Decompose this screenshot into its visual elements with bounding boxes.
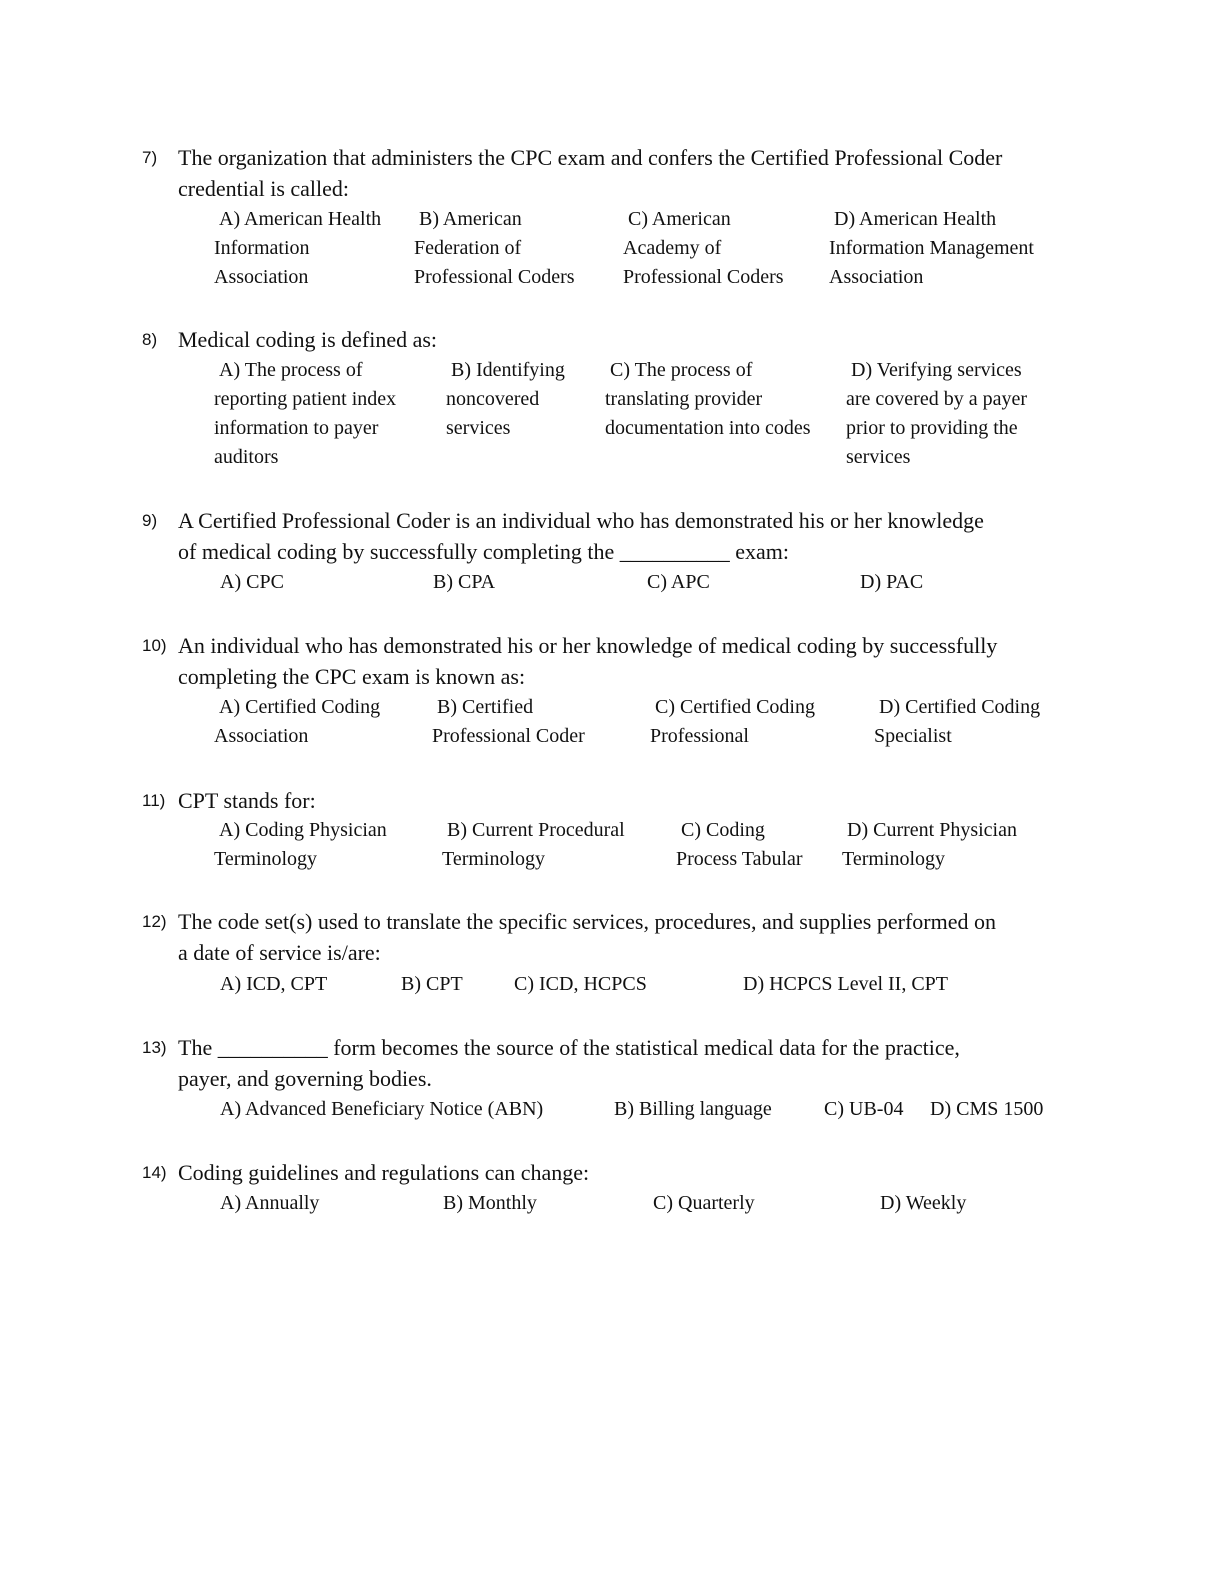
- question-stem: An individual who has demonstrated his or her knowledge of medical coding by successfully completing the CPC exam is known as:: [178, 633, 998, 689]
- option-b: B) Current Procedural Terminology: [442, 819, 625, 870]
- option-d: D) HCPCS Level II, CPT: [743, 973, 948, 995]
- option-a: A) Advanced Beneficiary Notice (ABN): [220, 1098, 544, 1120]
- option-a: A) Coding Physician Terminology: [214, 819, 387, 870]
- option-c: C) ICD, HCPCS: [514, 973, 647, 995]
- question-number: 8): [142, 330, 158, 349]
- option-c: C) Certified Coding Professional: [650, 696, 815, 747]
- option-b: B) Identifying noncovered services: [446, 359, 565, 439]
- option-c: C) American Academy of Professional Coders: [623, 208, 784, 288]
- option-b: B) Monthly: [443, 1192, 537, 1214]
- option-c: C) The process of translating provider documentation into codes: [605, 359, 811, 439]
- question-number: 10): [142, 636, 167, 655]
- question-number: 9): [142, 511, 158, 530]
- option-c: C) UB-04: [824, 1098, 904, 1120]
- option-b: B) American Federation of Professional Coders: [414, 208, 575, 288]
- question-number: 11): [142, 791, 166, 810]
- question-stem: The __________ form becomes the source of the statistical medical data for the practice, payer, and governing bodies.: [178, 1035, 960, 1091]
- option-b: B) CPA: [433, 571, 496, 593]
- question-stem: CPT stands for:: [178, 788, 316, 813]
- question-stem: A Certified Professional Coder is an individual who has demonstrated his or her knowledge of medical coding by successfully completing the __________ exam:: [178, 508, 984, 564]
- question-number: 7): [142, 148, 158, 167]
- option-b: B) Certified Professional Coder: [432, 696, 585, 747]
- option-d: D) PAC: [860, 571, 924, 593]
- question-number: 12): [142, 912, 167, 931]
- option-a: A) American Health Information Association: [214, 208, 382, 288]
- option-d: D) Certified Coding Specialist: [874, 696, 1041, 747]
- option-a: A) Certified Coding Association: [214, 696, 381, 747]
- option-d: D) Current Physician Terminology: [842, 819, 1017, 870]
- option-d: D) Verifying services are covered by a payer prior to providing the services: [846, 359, 1027, 468]
- option-a: A) Annually: [220, 1192, 320, 1214]
- question-stem: The code set(s) used to translate the specific services, procedures, and supplies performed on a date of service is/are:: [178, 909, 996, 965]
- option-d: D) Weekly: [880, 1192, 967, 1214]
- question-number: 13): [142, 1038, 167, 1057]
- option-a: A) CPC: [220, 571, 284, 593]
- option-a: A) ICD, CPT: [220, 973, 328, 995]
- question-stem: The organization that administers the CPC exam and confers the Certified Professional Coder credential is called:: [178, 145, 1003, 201]
- option-c: C) Quarterly: [653, 1192, 755, 1214]
- option-d: D) CMS 1500: [930, 1098, 1044, 1120]
- question-stem: Medical coding is defined as:: [178, 327, 438, 352]
- option-c: C) APC: [647, 571, 710, 593]
- option-b: B) Billing language: [614, 1098, 772, 1120]
- option-d: D) American Health Information Management Association: [829, 208, 1034, 288]
- option-a: A) The process of reporting patient index information to payer auditors: [214, 359, 397, 468]
- question-number: 14): [142, 1163, 167, 1182]
- option-b: B) CPT: [401, 973, 463, 995]
- option-c: C) Coding Process Tabular: [676, 819, 803, 870]
- question-stem: Coding guidelines and regulations can change:: [178, 1160, 590, 1185]
